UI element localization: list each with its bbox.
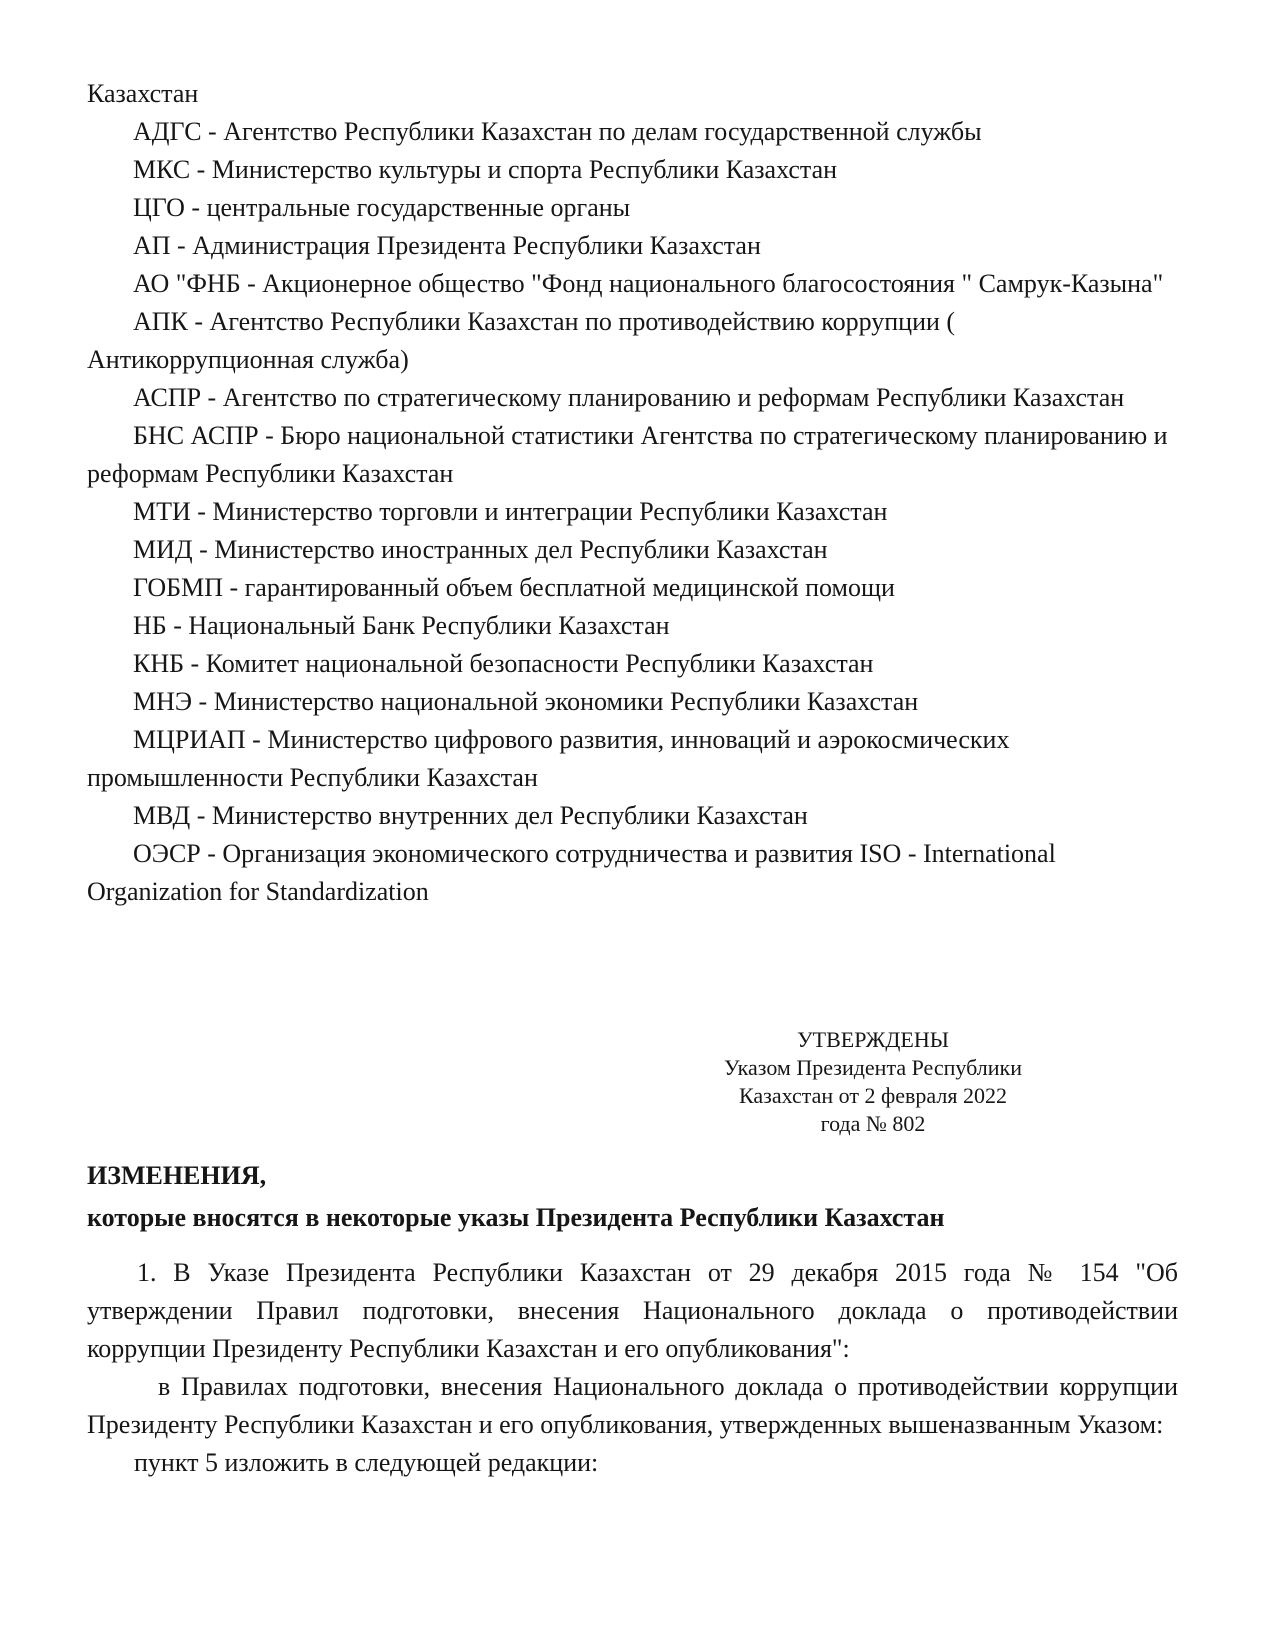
section-heading	[87, 1155, 1178, 1239]
abbreviation-entry: АП - Администрация Президента Республики Казахстан	[133, 231, 761, 260]
abbreviation-entry: МВД - Министерство внутренних дел Республики Казахстан	[133, 801, 808, 830]
body-paragraph: 1. В Указе Президента Республики Казахстан от 29 декабря 2015 года № 154 "Об утверждении Правил подготовки, внесения Национального доклада о противодействии коррупции Президенту Республики Казахстан и его опубликования":	[87, 1258, 1178, 1363]
abbreviation-entry: ГОБМП - гарантированный объем бесплатной медицинской помощи	[133, 573, 895, 602]
abbreviation-entry: ЦГО - центральные государственные органы	[133, 193, 631, 222]
approval-line: Указом Президента Республики	[724, 1055, 1022, 1080]
abbreviation-list	[87, 75, 1178, 911]
abbreviation-entry: МЦРИАП - Министерство цифрового развития, инноваций и аэрокосмических промышленности Республики Казахстан	[87, 725, 1010, 792]
abbreviation-entry: МКС - Министерство культуры и спорта Республики Казахстан	[133, 155, 838, 184]
abbreviation-entry: АПК - Агентство Республики Казахстан по противодействию коррупции ( Антикоррупционная служба)	[87, 307, 956, 374]
approval-line: УТВЕРЖДЕНЫ	[797, 1027, 949, 1052]
body-paragraph: в Правилах подготовки, внесения Национального доклада о противодействии коррупции Президенту Республики Казахстан и его опубликования, утвержденных вышеназванным Указом:	[87, 1372, 1178, 1439]
abbreviation-entry: НБ - Национальный Банк Республики Казахстан	[133, 611, 670, 640]
body-paragraph: пункт 5 изложить в следующей редакции:	[134, 1448, 599, 1477]
abbreviation-entry: ОЭСР - Организация экономического сотрудничества и развития ISO - International Organization for Standardization	[87, 839, 1056, 906]
heading-subtitle: которые вносятся в некоторые указы Президента Республики Казахстан	[87, 1203, 945, 1232]
abbreviation-entry: МНЭ - Министерство национальной экономики Республики Казахстан	[133, 687, 919, 716]
abbreviation-entry: АДГС - Агентство Республики Казахстан по делам государственной службы	[133, 117, 982, 146]
abbreviation-entry: АСПР - Агентство по стратегическому планированию и реформам Республики Казахстан	[133, 383, 1125, 412]
abbreviation-entry: МТИ - Министерство торговли и интеграции Республики Казахстан	[133, 497, 888, 526]
approval-line: года № 802	[820, 1111, 926, 1136]
abbreviation-continuation-line: Казахстан	[87, 79, 199, 108]
approval-block	[648, 1026, 1098, 1138]
abbreviation-entry: АО "ФНБ - Акционерное общество "Фонд национального благосостояния " Самрук-Казына"	[133, 269, 1164, 298]
abbreviation-entry: КНБ - Комитет национальной безопасности Республики Казахстан	[133, 649, 874, 678]
abbreviation-entry: МИД - Министерство иностранных дел Республики Казахстан	[133, 535, 828, 564]
heading-title: ИЗМЕНЕНИЯ,	[87, 1161, 267, 1190]
body-paragraphs	[87, 1254, 1178, 1482]
approval-line: Казахстан от 2 февраля 2022	[739, 1083, 1007, 1108]
abbreviation-entry: БНС АСПР - Бюро национальной статистики Агентства по стратегическому планированию и реформам Республики Казахстан	[87, 421, 1168, 488]
